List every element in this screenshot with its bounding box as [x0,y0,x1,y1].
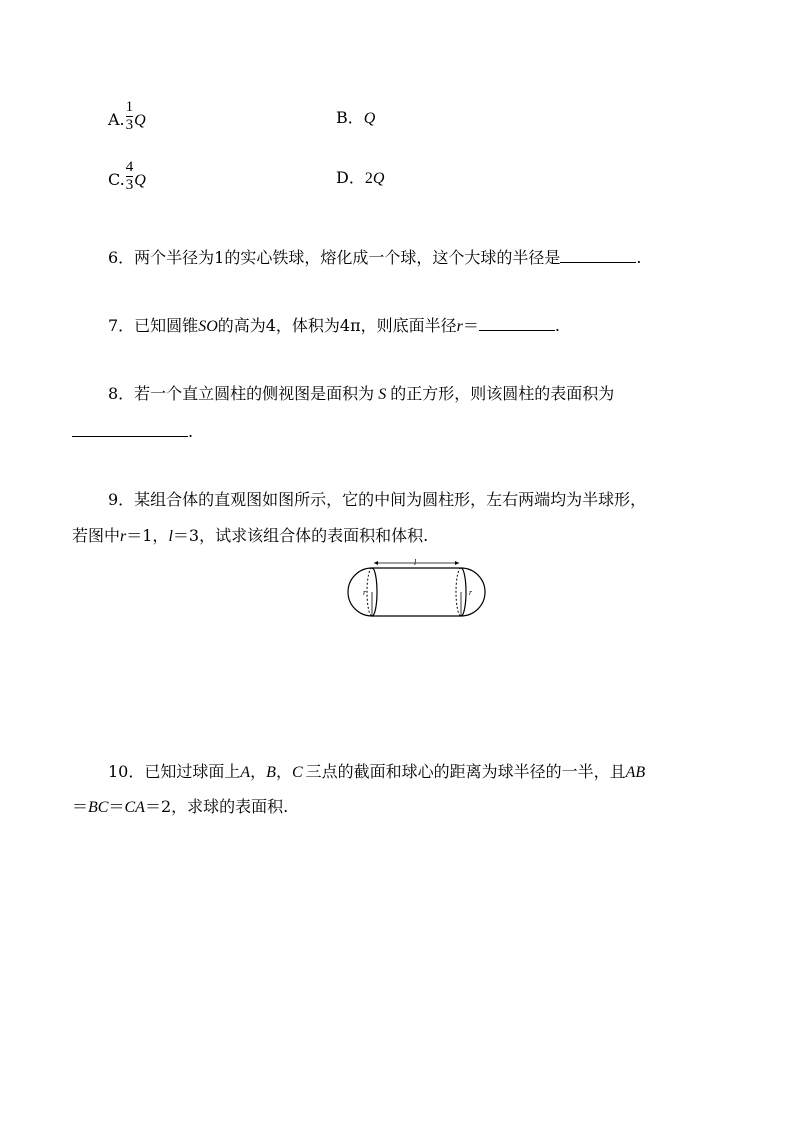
option-c [108,159,146,193]
label-r-left: r [363,588,367,597]
option-d [336,168,384,189]
fraction-one-third: $\frac{1}{3}$ [125,99,134,133]
right-ellipse-back [456,568,461,616]
question-6-text: 6．两个半径为1的实心铁球，熔化成一个球，这个大球的半径是 [108,248,561,267]
answer-blank-7[interactable] [479,329,555,331]
question-6: 6．两个半径为1的实心铁球，熔化成一个球，这个大球的半径是 . [108,248,642,267]
label-r-right: r [469,588,473,597]
question-10-line-2: ＝BC＝CA＝2，求球的表面积. [72,797,289,816]
left-ellipse-front [372,568,377,616]
right-ellipse-front [461,568,466,616]
answer-blank-8[interactable] [72,435,188,437]
arrow-left-icon [374,561,378,565]
option-d-label: D． [336,168,365,187]
fraction-four-thirds: $\frac{4}{3}$ [125,159,134,193]
answer-blank-6[interactable] [560,261,636,263]
label-l: l [414,558,417,567]
question-7: 7．已知圆锥SO的高为4，体积为4π，则底面半径r＝ . [108,316,560,335]
question-9: 9．某组合体的直观图如图所示，它的中间为圆柱形，左右两端均为半球形， [108,490,647,509]
option-c-label: C. [108,170,125,189]
option-b-label: B． [336,108,364,127]
question-9-line-2: 若图中r＝1，l＝3，试求该组合体的表面积和体积. [72,526,429,545]
capsule-figure [344,557,489,622]
question-8: 8．若一个直立圆柱的侧视图是面积为 S 的正方形，则该圆柱的表面积为 [108,384,615,403]
option-d-var: Q [372,170,385,187]
option-a-var: Q [134,112,146,129]
option-a [108,99,146,133]
left-ellipse-back [367,568,372,616]
option-b [336,108,375,129]
arrow-right-icon [455,561,459,565]
question-10: 10．已知过球面上A，B，C 三点的截面和球心的距离为球半径的一半，且AB [108,762,646,781]
option-c-var: Q [134,172,146,189]
question-8-answer-line: . [72,422,193,442]
option-d-coef: 2 [364,170,373,187]
option-b-var: Q [363,110,376,127]
option-a-label: A. [108,110,125,129]
